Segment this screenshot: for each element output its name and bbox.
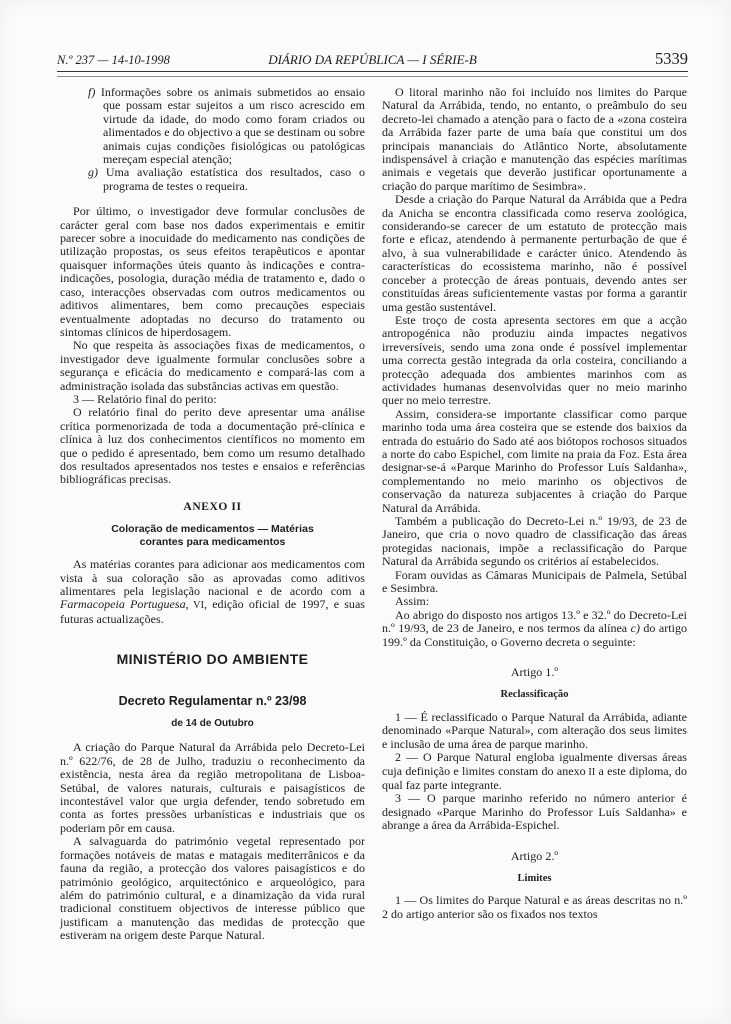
paragraph-text: 2 — O Parque Natural engloba igualmente diversas áreas cuja definição e limites constam do anexo (382, 750, 687, 778)
paragraph: O litoral marinho não foi incluído nos limites do Parque Natural da Arrábida, tendo, no entanto, o preâmbulo do seu decreto-lei chamado a atenção para o facto de a «zona costeira da Arrábida fazer parte de uma baía que constitui um dos principais mananciais do Atlântico Norte, absolutamente indispensável à criação e manutenção das espécies marítimas animais e vegetais que deverão justificar oportunamente a criação do parque marítimo de Sesimbra». (382, 85, 687, 193)
paragraph-text: a este diploma, do qual faz parte integrante. (382, 763, 687, 792)
paragraph-text: do artigo 199.º da Constituição, o Governo decreta o seguinte: (382, 621, 687, 649)
paragraph: No que respeita às associações fixas de medicamentos, o investigador deve igualmente formular conclusões sobre a segurança e eficácia do medicamento e compará-las com a administração isolada das substâncias activas em questão. (60, 338, 365, 393)
paragraph: 3 — Relatório final do perito: (73, 391, 217, 406)
paragraph: A criação do Parque Natural da Arrábida pelo Decreto-Lei n.º 622/76, de 28 de Julho, traduziu o reconhecimento da existência, nesta área da região metropolitana de Lisboa-Setúbal, de valores naturais, culturais e paisagísticos de incontestável valor que urgia defender, tendo sobretudo em conta as fortes pressões urbanísticas e industriais que os poderiam pôr em causa. (60, 740, 365, 835)
left-column (60, 86, 365, 943)
header-rule-bottom (57, 76, 688, 77)
list-marker: f) (88, 85, 96, 99)
list-text: Informações sobre os animais submetidos ao ensaio que possam estar sujeitos a um risco acrescido em virtude da idade, do modo como foram criados ou alimentados e do objectivo a que se destinam ou sobre animais cujas condições fisiológicas ou patológicas mereçam especial atenção; (100, 85, 365, 167)
article-subheading: Limites (517, 872, 552, 884)
annex-heading: ANEXO II (183, 500, 242, 513)
article-heading: Artigo 1.º (510, 665, 559, 680)
paragraph: Assim, considera-se importante classificar como parque marinho toda uma área costeira que se estende dos baixios da entrada do estuário do Sado até aos biótopos rochosos situados a norte do cabo Espichel, com limite na praia da Foz. Esta área designar-se-á «Parque Marinho do Professor Luís Saldanha», complementando no meio marinho os objectivos de conservação da natureza subjacentes à criação do Parque Natural da Arrábida. (382, 406, 687, 515)
italic-title: Farmacopeia Portuguesa, (60, 597, 189, 612)
paragraph (382, 609, 687, 649)
page-number: 5339 (655, 49, 688, 68)
paragraph (60, 558, 365, 626)
page-header (57, 49, 688, 69)
paragraph: 3 — O parque marinho referido no número anterior é designado «Parque Marinho do Professor Luís Saldanha» e abrange a área da Arrábida-Espichel. (382, 791, 687, 833)
paragraph: Este troço de costa apresenta sectores em que a acção antropogénica não produziu ainda impactes negativos irreversíveis, sendo uma zona onde é possível implementar uma correcta gestão integrada da orla costeira, conciliando a protecção adequada dos ambientes marinhos com as actividades humanas desenvolvidas quer no meio marinho quer no meio terrestre. (382, 312, 687, 408)
paragraph: O relatório final do perito deve apresentar uma análise crítica pormenorizada de toda a documentação pré-clínica e clínica à luz dos conhecimentos científicos no momento em que o pedido é apresentado, bem como um resumo detalhado dos resultados apresentados nos testes e ensaios e referências bibliográficas precisas. (60, 405, 365, 487)
list-marker: g) (88, 165, 99, 180)
paragraph: Assim: (395, 594, 430, 609)
issue-date: N.º 237 — 14-10-1998 (57, 53, 170, 67)
list-item-g (88, 165, 365, 193)
paragraph-text: , edição oficial de 1997, e suas futuras actualizações. (60, 597, 365, 626)
ministry-heading: MINISTÉRIO DO AMBIENTE (116, 651, 309, 668)
paragraph: Foram ouvidas as Câmaras Municipais de Palmela, Setúbal e Sesimbra. (382, 567, 687, 596)
header-rule-top (57, 71, 688, 72)
paragraph-text: Ao abrigo do disposto nos artigos 13.º e 32.º do Decreto-Lei n.º 19/93, de 23 de Janeiro, e nos termos da alínea (382, 607, 687, 636)
paragraph: A salvaguarda do património vegetal representado por formações notáveis de matas e matagais mediterrânicos e da fauna da região, a protecção dos valores paisagísticos e do património geológico, arquitectónico e arqueológico, para além do património cultural, e a dinamização da vida rural tradicional constituem objectivos de interesse público que justificam a manutenção das medidas de protecção que estiveram na origem deste Parque Natural. (60, 834, 365, 943)
decree-title: Decreto Regulamentar n.º 23/98 (118, 693, 307, 708)
paragraph: 1 — É reclassificado o Parque Natural da Arrábida, adiante denominado «Parque Natural», com alteração dos seus limites e inclusão de uma área de parque marinho. (382, 709, 687, 751)
paragraph: Por último, o investigador deve formular conclusões de carácter geral com base nos dados experimentais e emitir parecer sobre a inocuidade do medicamento nas condições de utilização propostas, os seus efeitos terapêuticos e apontar quaisquer informações úteis quanto às indicações e contra-indicações, posologia, duração média de tratamento e, dado o caso, interacções observadas com outros medicamentos ou aditivos alimentares, bem como precauções especiais eventualmente adoptadas no decurso do tratamento ou sintomas clínicos de hiperdosagem. (60, 204, 365, 339)
right-column (382, 86, 687, 943)
two-column-body (60, 86, 687, 943)
italic-letter: c) (630, 621, 640, 636)
paragraph: Desde a criação do Parque Natural da Arrábida que a Pedra da Anicha se encontra classificada como reserva zoológica, considerando-se carecer de um estatuto de protecção mais forte e eficaz, atendendo à permanente perturbação de que é alvo, à sua vulnerabilidade e carácter único. Atendendo às características do ecossistema marinho, não é possível conceber a protecção de áreas pontuais, devendo antes ser constituídas áreas suficientemente vastas por forma a garantir uma gestão sustentável. (382, 192, 687, 314)
article-subheading: Reclassificação (500, 689, 569, 701)
paragraph (382, 751, 687, 792)
paragraph-text: As matérias corantes para adicionar aos medicamentos com vista à sua coloração são as aprovadas como aditivos alimentares pela legislação nacional e de acordo com a (60, 557, 365, 598)
article-heading: Artigo 2.º (510, 848, 559, 863)
annex-subheading: Coloração de medicamentos — Matérias corantes para medicamentos (111, 523, 314, 548)
decree-date: de 14 de Outubro (171, 718, 254, 730)
list-item-f (88, 85, 365, 167)
smallcaps-numeral: VI (188, 600, 204, 612)
journal-title: DIÁRIO DA REPÚBLICA — I SÉRIE-B (268, 52, 477, 67)
list-text: Uma avaliação estatística dos resultados, caso o programa de testes o requeira. (103, 165, 365, 193)
paragraph: Também a publicação do Decreto-Lei n.º 19/93, de 23 de Janeiro, que cria o novo quadro de classificação das áreas protegidas nacionais, impõe a reclassificação do Parque Natural da Arrábida segundo os critérios aí estabelecidos. (382, 514, 687, 569)
paragraph: 1 — Os limites do Parque Natural e as áreas descritas no n.º 2 do artigo anterior são os fixados nos textos (382, 893, 687, 921)
smallcaps-numeral: II (585, 766, 596, 778)
